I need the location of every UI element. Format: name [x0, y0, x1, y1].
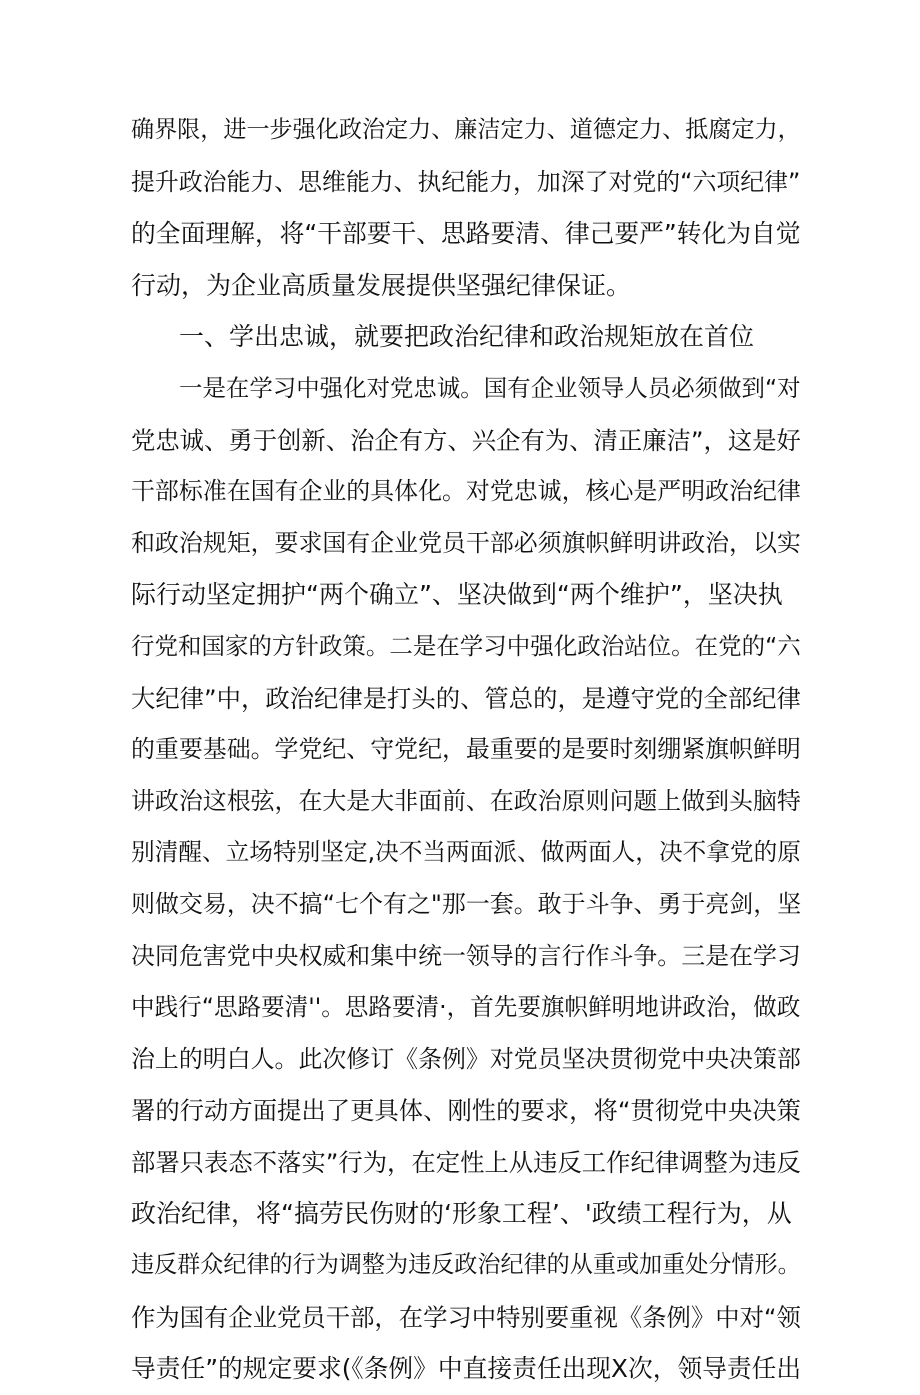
text-line: 讲政治这根弦，在大是大非面前、在政治原则问题上做到头脑特	[131, 786, 801, 815]
text-line: 决同危害党中央权威和集中统一领导的言行作斗争。三是在学习	[131, 941, 801, 970]
text-line: 际行动坚定拥护“两个确立”、坚决做到“两个维护”，坚决执	[131, 580, 783, 610]
text-line: 则做交易，决不搞“七个有之"那一套。敢于斗争、勇于亮剑，坚	[131, 889, 802, 918]
text-line: 署的行动方面提出了更具体、刚性的要求，将“贯彻党中央决策	[131, 1096, 801, 1126]
text-line: 的全面理解，将“干部要干、思路要清、律己要严”转化为自觉	[131, 219, 801, 249]
text-line: 违反群众纪律的行为调整为违反政治纪律的从重或加重处分情形。	[131, 1252, 801, 1279]
text-line: 大纪律”中，政治纪律是打头的、管总的，是遵守党的全部纪律	[131, 683, 801, 713]
text-line: 别清醒、立场特别坚定,决不当两面派、做两面人，决不拿党的原	[131, 838, 801, 867]
text-line: 干部标准在国有企业的具体化。对党忠诚，核心是严明政治纪律	[131, 477, 801, 506]
text-line: 的重要基础。学党纪、守党纪，最重要的是要时刻绷紧旗帜鲜明	[131, 735, 801, 764]
text-line: 导责任”的规定要求(《条例》中直接责任出现X次，领导责任出	[131, 1354, 802, 1384]
text-line: 行动，为企业高质量发展提供坚强纪律保证。	[131, 270, 632, 300]
text-line: 和政治规矩，要求国有企业党员干部必须旗帜鲜明讲政治，以实	[131, 528, 801, 557]
text-line: 作为国有企业党员干部，在学习中特别要重视《条例》中对“领	[131, 1302, 801, 1332]
body-text	[131, 105, 801, 1395]
text-line: 一是在学习中强化对党忠诚。国有企业领导人员必须做到“对	[179, 373, 801, 402]
text-line: 党忠诚、勇于创新、治企有方、兴企有为、清正廉洁”，这是好	[131, 425, 801, 455]
text-line: 治上的明白人。此次修订《条例》对党员坚决贯彻党中央决策部	[131, 1044, 801, 1073]
text-line: 提升政治能力、思维能力、执纪能力，加深了对党的“六项纪律”	[131, 167, 801, 196]
text-line: 确界限，进一步强化政治定力、廉洁定力、道德定力、抵腐定力，	[131, 117, 801, 143]
text-line: 中践行“思路要清''。思路要清·，首先要旗帜鲜明地讲政治，做政	[131, 993, 801, 1022]
text-line: 政治纪律，将“搞劳民伤财的‘形象工程’、'政绩工程行为，从	[131, 1199, 792, 1229]
text-line: 行党和国家的方针政策。二是在学习中强化政治站位。在党的“六	[131, 631, 801, 660]
text-line: 一、学出忠诚，就要把政治纪律和政治规矩放在首位	[179, 322, 755, 352]
text-line: 部署只表态不落实”行为，在定性上从违反工作纪律调整为违反	[131, 1147, 801, 1177]
